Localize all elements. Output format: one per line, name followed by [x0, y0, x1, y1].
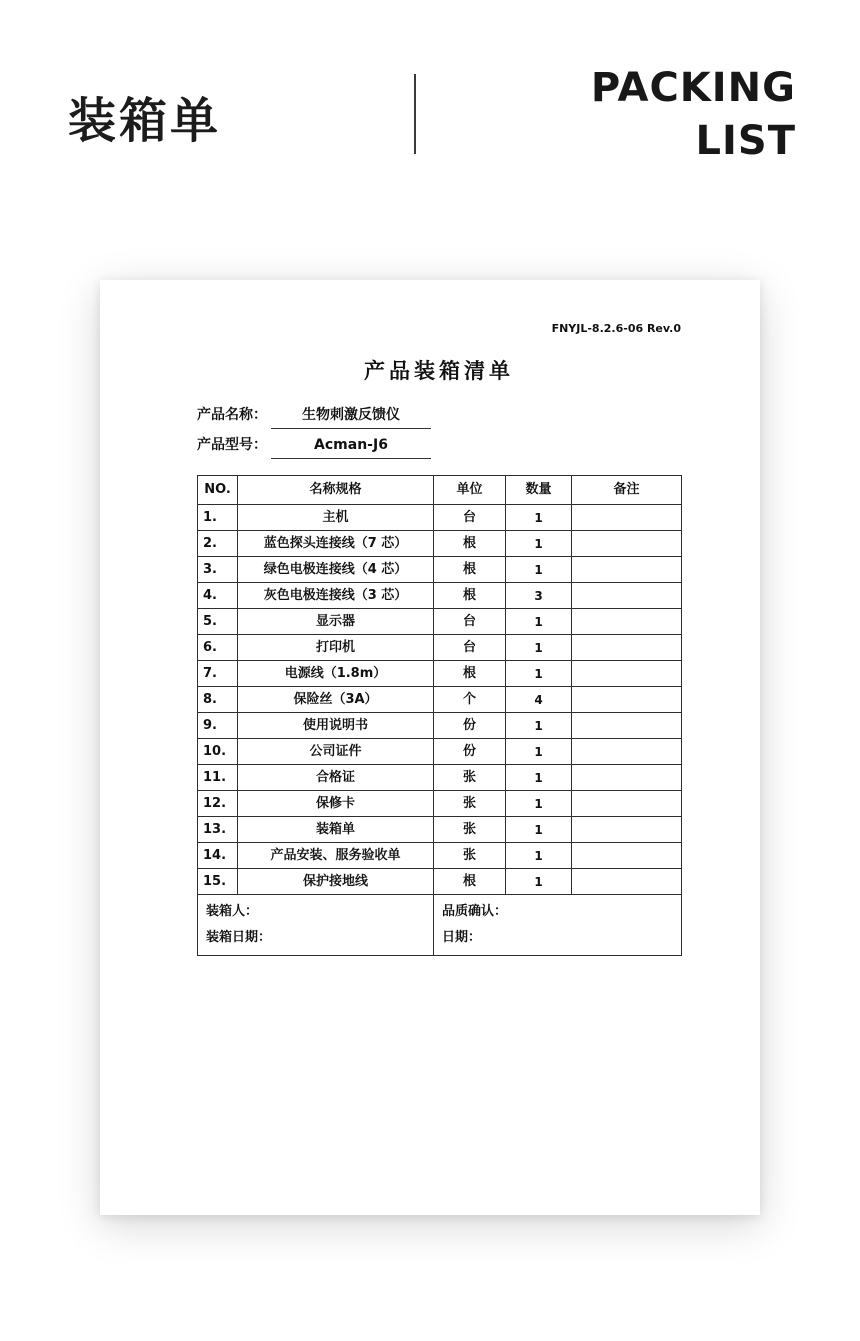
cell-name: 保护接地线 — [238, 869, 434, 895]
product-model-value: Acman-J6 — [271, 433, 431, 459]
cell-no: 7. — [198, 661, 238, 687]
cell-no: 14. — [198, 843, 238, 869]
page-title-en-line1: PACKING — [590, 65, 796, 111]
cell-name: 装箱单 — [238, 817, 434, 843]
page-title-en-line2: LIST — [695, 117, 796, 164]
packer-cell — [198, 895, 434, 956]
cell-unit: 台 — [434, 635, 506, 661]
product-model-label: 产品型号： — [197, 437, 267, 453]
cell-name: 主机 — [238, 505, 434, 531]
table-row — [198, 557, 682, 583]
cell-qty: 1 — [506, 609, 572, 635]
table-row — [198, 713, 682, 739]
cell-remark — [572, 505, 682, 531]
cell-unit: 根 — [434, 583, 506, 609]
table-row — [198, 583, 682, 609]
cell-remark — [572, 531, 682, 557]
cell-no: 6. — [198, 635, 238, 661]
cell-qty: 1 — [506, 505, 572, 531]
cell-qty: 1 — [506, 531, 572, 557]
cell-remark — [572, 713, 682, 739]
cell-qty: 1 — [506, 843, 572, 869]
cell-name: 蓝色探头连接线（7 芯） — [238, 531, 434, 557]
cell-qty: 1 — [506, 739, 572, 765]
table-row — [198, 739, 682, 765]
cell-no: 15. — [198, 869, 238, 895]
product-model-line — [197, 433, 681, 463]
cell-name: 使用说明书 — [238, 713, 434, 739]
cell-qty: 1 — [506, 817, 572, 843]
cell-no: 13. — [198, 817, 238, 843]
packing-list-document — [100, 280, 760, 1215]
cell-remark — [572, 583, 682, 609]
cell-qty: 1 — [506, 635, 572, 661]
cell-name: 灰色电极连接线（3 芯） — [238, 583, 434, 609]
product-name-value: 生物刺激反馈仪 — [271, 403, 431, 429]
cell-qty: 4 — [506, 687, 572, 713]
cell-unit: 个 — [434, 687, 506, 713]
cell-name: 合格证 — [238, 765, 434, 791]
cell-unit: 台 — [434, 505, 506, 531]
cell-name: 显示器 — [238, 609, 434, 635]
table-row — [198, 817, 682, 843]
pack-date-label: 装箱日期： — [206, 930, 272, 945]
table-row — [198, 531, 682, 557]
qc-cell — [434, 895, 682, 956]
cell-unit: 张 — [434, 817, 506, 843]
cell-name: 保险丝（3A） — [238, 687, 434, 713]
cell-qty: 1 — [506, 869, 572, 895]
cell-qty: 1 — [506, 765, 572, 791]
cell-remark — [572, 739, 682, 765]
page-header — [0, 0, 860, 230]
cell-unit: 张 — [434, 843, 506, 869]
column-header-remark: 备注 — [572, 476, 682, 505]
document-content — [197, 322, 681, 956]
cell-no: 3. — [198, 557, 238, 583]
cell-remark — [572, 843, 682, 869]
cell-remark — [572, 609, 682, 635]
cell-no: 8. — [198, 687, 238, 713]
table-row — [198, 687, 682, 713]
column-header-qty: 数量 — [506, 476, 572, 505]
date-label: 日期： — [442, 930, 482, 945]
table-row — [198, 505, 682, 531]
cell-no: 10. — [198, 739, 238, 765]
cell-remark — [572, 635, 682, 661]
page-title-en — [591, 62, 796, 168]
cell-name: 公司证件 — [238, 739, 434, 765]
cell-name: 绿色电极连接线（4 芯） — [238, 557, 434, 583]
table-footer-row — [198, 895, 682, 956]
table-row — [198, 765, 682, 791]
cell-remark — [572, 687, 682, 713]
table-row — [198, 635, 682, 661]
cell-no: 5. — [198, 609, 238, 635]
cell-name: 电源线（1.8m） — [238, 661, 434, 687]
product-name-line — [197, 403, 681, 433]
cell-name: 产品安装、服务验收单 — [238, 843, 434, 869]
cell-unit: 根 — [434, 557, 506, 583]
table-row — [198, 609, 682, 635]
table-header-row — [198, 476, 682, 505]
cell-remark — [572, 869, 682, 895]
header-divider — [414, 74, 416, 154]
cell-unit: 根 — [434, 661, 506, 687]
cell-qty: 1 — [506, 557, 572, 583]
cell-no: 9. — [198, 713, 238, 739]
cell-unit: 张 — [434, 791, 506, 817]
cell-name: 打印机 — [238, 635, 434, 661]
cell-remark — [572, 791, 682, 817]
doc-title: 产品装箱清单 — [364, 359, 514, 383]
doc-code: FNYJL-8.2.6-06 Rev.0 — [551, 322, 681, 335]
column-header-unit: 单位 — [434, 476, 506, 505]
cell-no: 4. — [198, 583, 238, 609]
packing-table — [197, 475, 682, 956]
cell-remark — [572, 661, 682, 687]
column-header-no: NO. — [198, 476, 238, 505]
cell-unit: 份 — [434, 739, 506, 765]
cell-unit: 张 — [434, 765, 506, 791]
page-title-cn: 装箱单 — [68, 93, 222, 149]
column-header-name: 名称规格 — [238, 476, 434, 505]
cell-unit: 根 — [434, 869, 506, 895]
cell-qty: 1 — [506, 713, 572, 739]
cell-name: 保修卡 — [238, 791, 434, 817]
table-row — [198, 869, 682, 895]
table-row — [198, 791, 682, 817]
cell-unit: 份 — [434, 713, 506, 739]
cell-remark — [572, 765, 682, 791]
cell-unit: 根 — [434, 531, 506, 557]
table-row — [198, 843, 682, 869]
qc-label: 品质确认： — [442, 904, 508, 919]
cell-no: 11. — [198, 765, 238, 791]
cell-qty: 1 — [506, 661, 572, 687]
product-name-label: 产品名称： — [197, 407, 267, 423]
cell-no: 2. — [198, 531, 238, 557]
cell-no: 1. — [198, 505, 238, 531]
table-row — [198, 661, 682, 687]
cell-qty: 3 — [506, 583, 572, 609]
cell-qty: 1 — [506, 791, 572, 817]
cell-remark — [572, 817, 682, 843]
cell-remark — [572, 557, 682, 583]
cell-unit: 台 — [434, 609, 506, 635]
packer-label: 装箱人： — [206, 904, 259, 919]
cell-no: 12. — [198, 791, 238, 817]
